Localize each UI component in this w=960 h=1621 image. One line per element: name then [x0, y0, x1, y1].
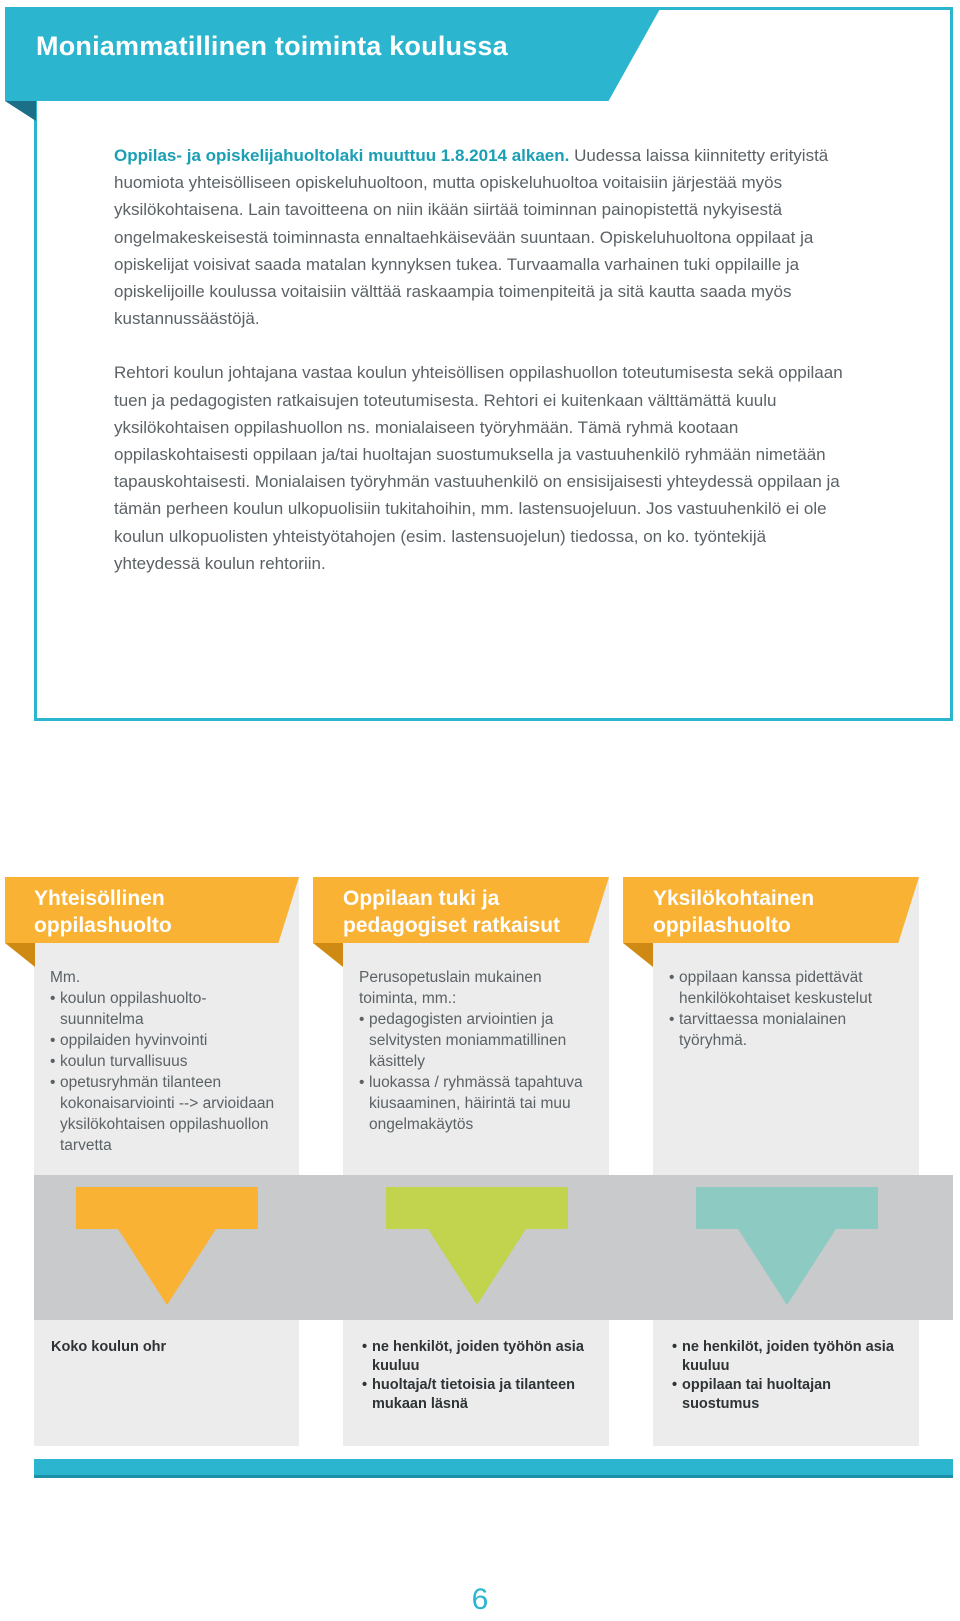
outcome-2-list	[362, 1338, 597, 1414]
outcome-1-text: Koko koulun ohr	[51, 1339, 167, 1355]
column-3-header-fold	[623, 943, 653, 967]
intro-paragraph-1	[114, 142, 849, 332]
intro-lead: Oppilas- ja opiskelijahuoltolaki muuttuu 1.8.2014 alkaen.	[114, 146, 570, 165]
column-2-body	[359, 967, 599, 1135]
column-1-title-line-1: Yhteisöllinen	[34, 887, 165, 910]
list-item: • ne henkilöt, joiden työhön asia kuuluu	[362, 1338, 597, 1376]
list-item: • pedagogisten arviointien ja selvitysten moniammatillinen käsittely	[359, 1009, 599, 1072]
column-2-header-fold	[313, 943, 343, 967]
column-1-body	[50, 967, 290, 1156]
outcome-3-list	[672, 1338, 907, 1414]
list-item: • oppilaiden hyvinvointi	[50, 1030, 290, 1051]
page-title: Moniammatillinen toiminta koulussa	[36, 31, 508, 61]
list-item: • luokassa / ryhmässä tapahtuva kiusaaminen, häirintä tai muu ongelmakäytös	[359, 1072, 599, 1135]
list-item: • koulun turvallisuus	[50, 1051, 290, 1072]
column-3-body	[669, 967, 909, 1051]
column-1-header-fold	[5, 943, 35, 967]
bottom-bar-shadow	[34, 1475, 953, 1478]
arrow-down-icon	[72, 1187, 262, 1307]
column-1-list	[50, 988, 290, 1156]
list-item: • ne henkilöt, joiden työhön asia kuuluu	[672, 1338, 907, 1376]
intro-paragraph-1-body: Uudessa laissa kiinnitetty erityistä huomiota yhteisölliseen opiskeluhuoltoon, mutta opiskeluhuoltoa voitaisiin järjestää myös yksilökohtaisena. Lain tavoitteena on niin ikään siirtää toiminnan painopistettä nykyisestä ongelmakeskeisestä toiminnasta ennaltaehkäisevään suuntaan. Opiskeluhuoltona oppilaat ja opiskelijat voisivat saada matalan kynnyksen tukea. Turvaamalla varhainen tuki oppilaille ja opiskelijoille koulussa voitaisiin välttää raskaampia toimenpiteitä ja sitä kautta saada myös kustannussäästöjä.	[114, 146, 829, 329]
list-item: • huoltaja/t tietoisia ja tilanteen mukaan läsnä	[362, 1376, 597, 1414]
column-1-title-line-2: oppilashuolto	[34, 914, 172, 937]
intro-paragraph-2: Rehtori koulun johtajana vastaa koulun yhteisöllisen oppilashuollon toteutumisesta sekä oppilaan tuen ja pedagogisten ratkaisujen toteutumisesta. Rehtori ei kuitenkaan välttämättä kuulu yksilökohtaisen oppilashuollon ns. monialaiseen työryhmään. Tämä ryhmä kootaan oppilaskohtaisesti oppilaan ja/tai huoltajan suostumuksella ja vastuuhenkilö ryhmään nimetään tapauskohtaisesti. Monialaisen työryhmän vastuuhenkilö on ensisijaisesti yhteydessä oppilaan ja tämän perheen koulun ulkopuolisiin tukitahoihin, mm. lastensuojeluun. Jos vastuuhenkilö ei ole koulun ulkopuolisten yhteistyötahojen (esim. lastensuojelun) tiedossa, on ko. työntekijä yhteydessä koulun rehtoriin.	[114, 363, 843, 573]
column-3-title-line-1: Yksilökohtainen	[653, 887, 815, 910]
arrow-down-shape	[76, 1187, 258, 1305]
intro-text	[114, 142, 849, 604]
list-item: • opetusryhmän tilanteen kokonaisarviointi --> arvioidaan yksilökohtaisen oppilashuollon tarvetta	[50, 1072, 290, 1156]
banner-fold	[5, 101, 36, 121]
outcome-2-text	[362, 1338, 597, 1414]
arrow-down-icon	[382, 1187, 572, 1307]
column-1-title	[34, 885, 172, 939]
column-3-title-line-2: oppilashuolto	[653, 914, 791, 937]
column-1-intro: Mm.	[50, 969, 81, 986]
column-2-title-line-1: Oppilaan tuki ja	[343, 887, 500, 910]
page-number: 6	[471, 1583, 489, 1616]
list-item: • oppilaan kanssa pidettävät henkilökohtaiset keskustelut	[669, 967, 909, 1009]
column-3-list	[669, 967, 909, 1051]
outcome-3-text	[672, 1338, 907, 1414]
arrow-down-shape	[386, 1187, 568, 1305]
list-item: • tarvittaessa monialainen työryhmä.	[669, 1009, 909, 1051]
list-item: • koulun oppilashuolto-suunnitelma	[50, 988, 290, 1030]
list-item: • oppilaan tai huoltajan suostumus	[672, 1376, 907, 1414]
column-2-title	[343, 885, 560, 939]
arrow-down-icon	[692, 1187, 882, 1307]
arrow-down-shape	[696, 1187, 878, 1305]
column-2-intro: Perusopetuslain mukainen toiminta, mm.:	[359, 969, 542, 1007]
column-2-list	[359, 1009, 599, 1135]
column-3-title	[653, 885, 814, 939]
bottom-bar	[34, 1459, 953, 1475]
column-2-title-line-2: pedagogiset ratkaisut	[343, 914, 561, 937]
